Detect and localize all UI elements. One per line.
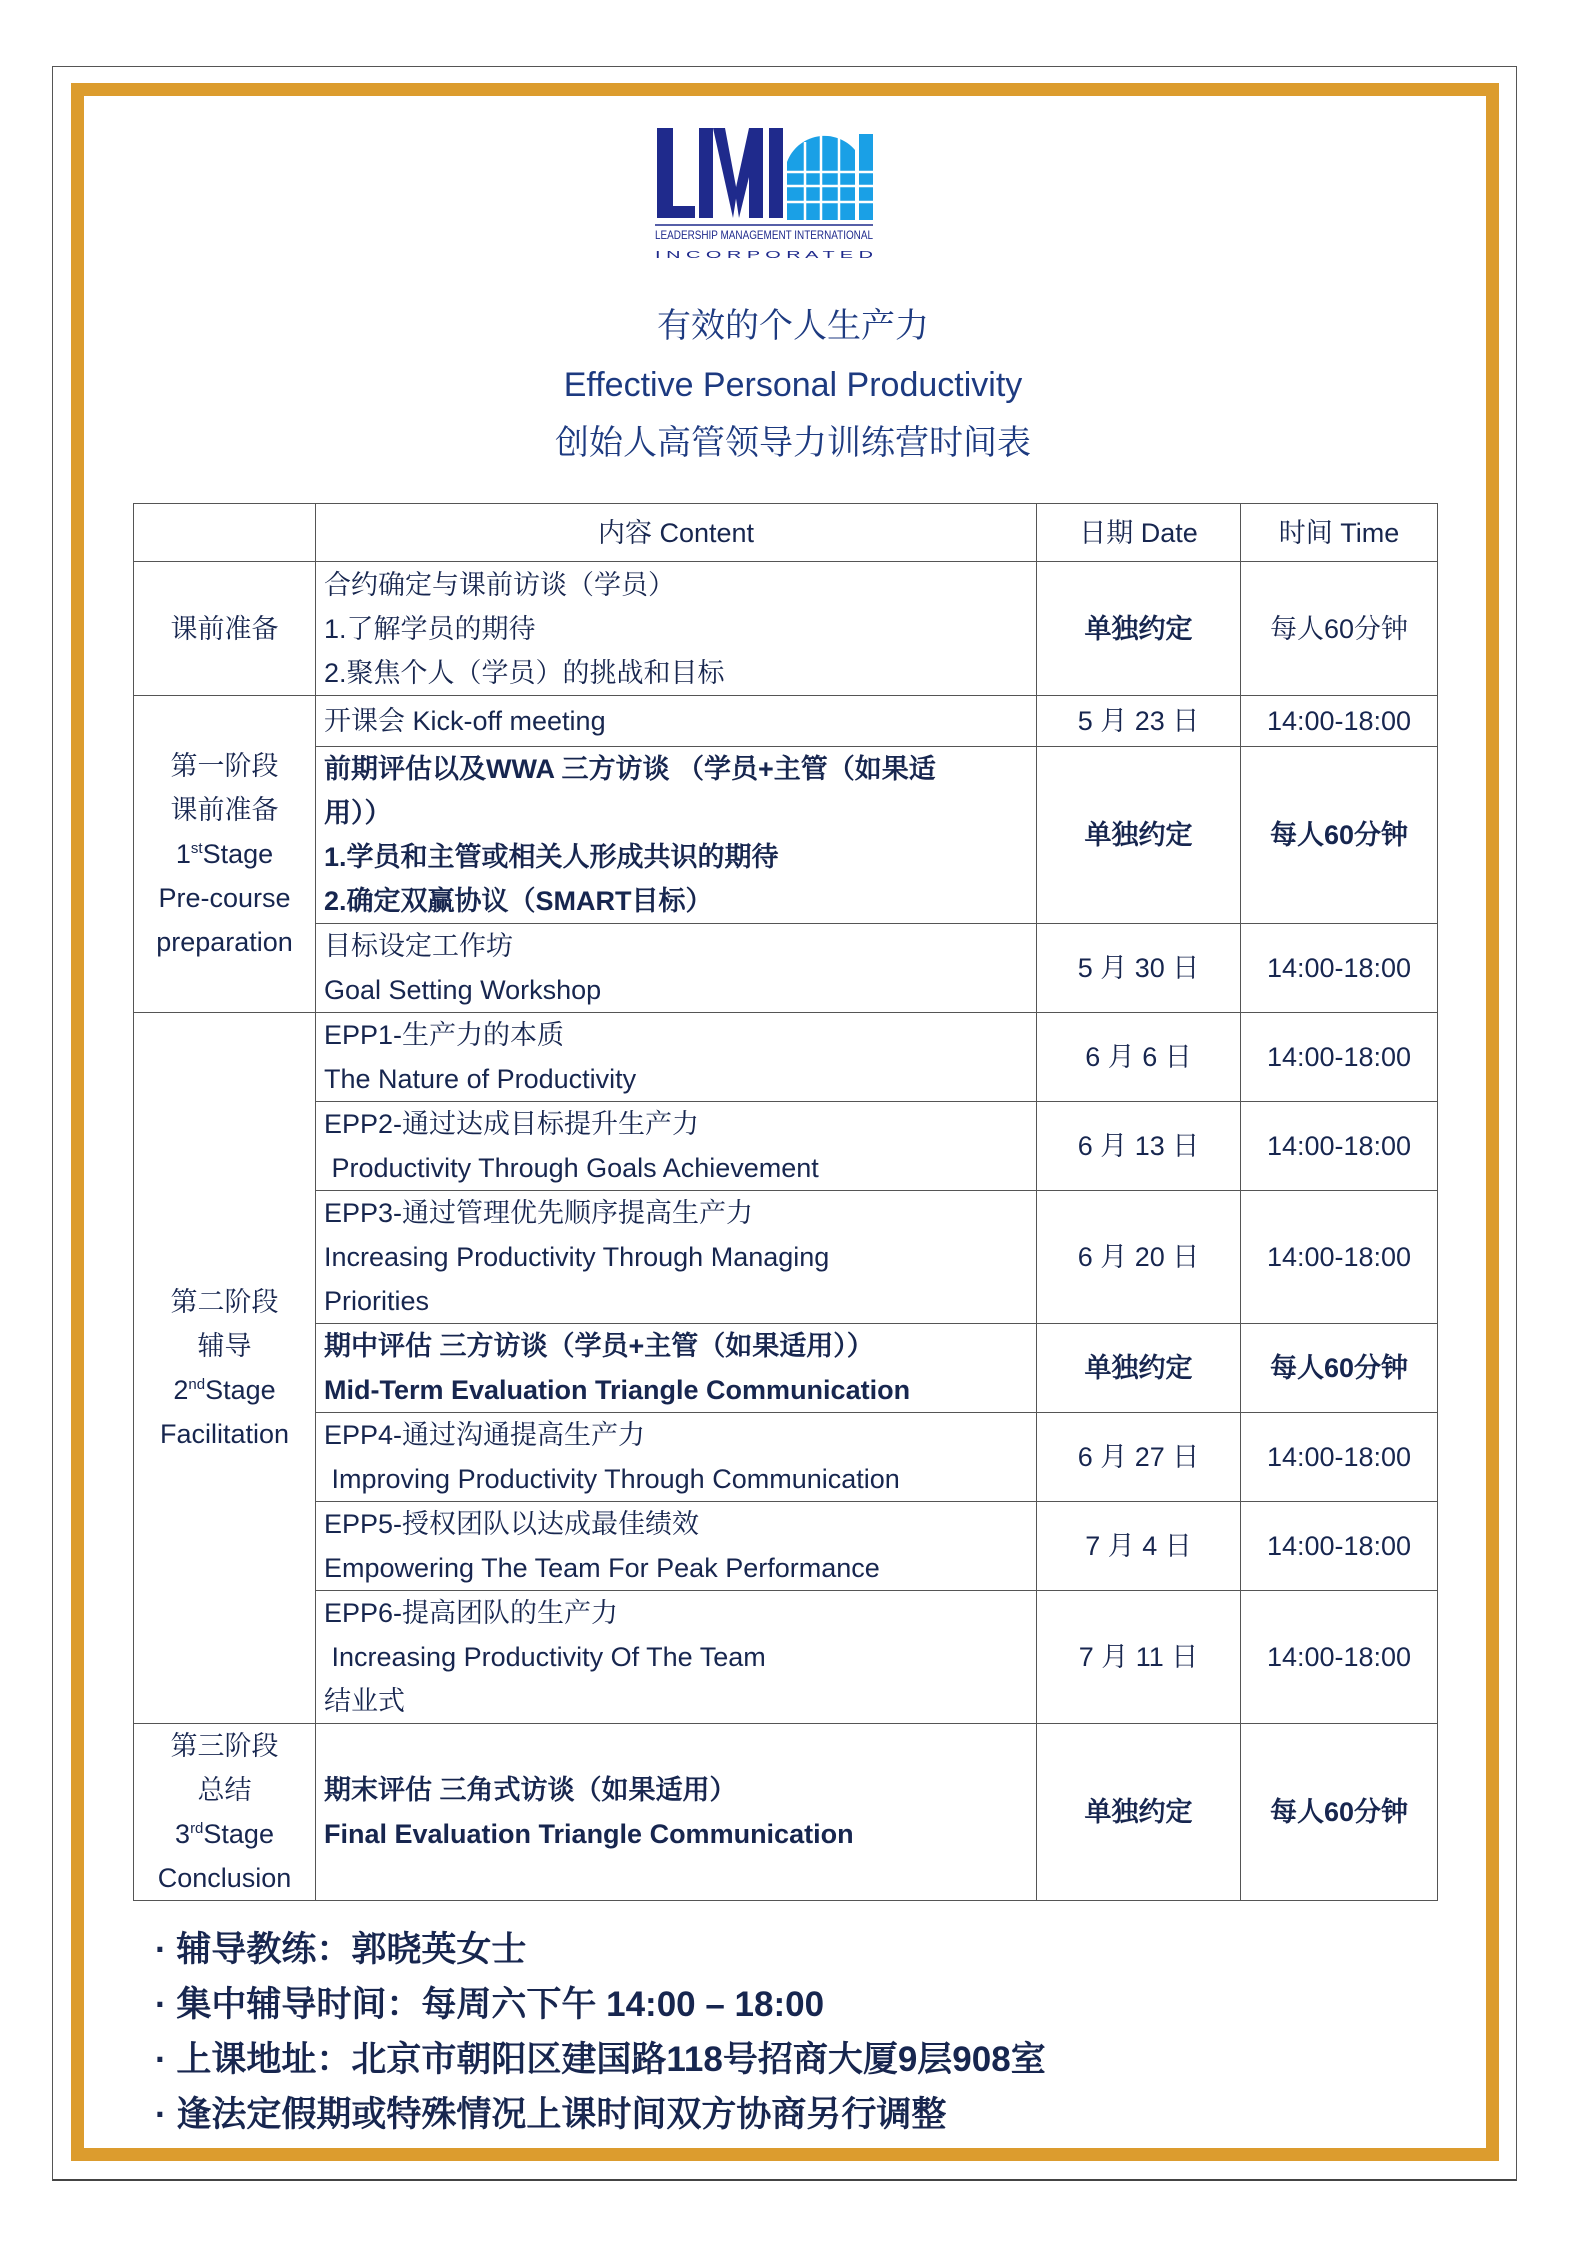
lmi-lettermark (657, 128, 783, 218)
content-line: 前期评估以及WWA 三方访谈 （学员+主管（如果适 (324, 754, 936, 784)
table-row (134, 696, 1438, 747)
date-cell: 5 月 30 日 (1037, 924, 1241, 1013)
content-line: 1.学员和主管或相关人形成共识的期待 (324, 842, 779, 872)
ordinal-suffix: st (190, 840, 203, 857)
content-line: 结业式 (324, 1686, 405, 1716)
table-row (134, 1413, 1438, 1502)
title-cn: 有效的个人生产力 (657, 307, 929, 345)
content-line: 用）） (324, 798, 392, 828)
notes-list (155, 1922, 1437, 2142)
title-en: Effective Personal Productivity (563, 366, 1023, 404)
date-cell: 7 月 4 日 (1037, 1502, 1241, 1591)
note-coach: · 辅导教练：郭晓英女士 (155, 1930, 527, 1969)
time-cell: 14:00-18:00 (1241, 1191, 1438, 1324)
stage-number: 1 (175, 839, 191, 869)
stage-word: Stage (202, 839, 274, 869)
subtitle-cn: 创始人高管领导力训练营时间表 (555, 424, 1031, 462)
stage-number: 2 (173, 1375, 189, 1405)
content-line: EPP6-提高团队的生产力 (324, 1598, 619, 1628)
stage-cell (134, 1724, 316, 1901)
content-line: 期末评估 三角式访谈（如果适用） (324, 1775, 737, 1805)
stage-label (140, 832, 309, 876)
content-line: 1.了解学员的期待 (324, 613, 536, 644)
content-cell (316, 1502, 1037, 1591)
content-line: Priorities (324, 1286, 430, 1316)
schedule-table (133, 503, 1438, 1901)
time-cell: 每人60分钟 (1241, 562, 1438, 696)
content-line: 2.确定双赢协议（SMART目标） (324, 886, 713, 916)
stage-cell (134, 562, 316, 696)
header-content: 内容 Content (316, 504, 1037, 562)
content-line: Improving Productivity Through Communication (324, 1464, 900, 1494)
note-holiday: · 逢法定假期或特殊情况上课时间双方协商另行调整 (155, 2095, 947, 2134)
date-cell: 7 月 11 日 (1037, 1591, 1241, 1724)
time-cell: 14:00-18:00 (1241, 1013, 1438, 1102)
header-time: 时间 Time (1241, 504, 1438, 562)
table-row (134, 562, 1438, 696)
table-row (134, 1724, 1438, 1901)
content-cell (316, 1324, 1037, 1413)
table-row (134, 1102, 1438, 1191)
content-line: EPP2-通过达成目标提升生产力 (324, 1109, 700, 1139)
stage-label: 第二阶段 (170, 1287, 279, 1317)
time-cell: 14:00-18:00 (1241, 924, 1438, 1013)
content-line: Increasing Productivity Through Managing (324, 1242, 830, 1272)
date-cell: 单独约定 (1037, 562, 1241, 696)
ordinal-suffix: nd (188, 1376, 206, 1393)
date-cell: 6 月 27 日 (1037, 1413, 1241, 1502)
table-row (134, 1591, 1438, 1724)
content-line: 2.聚焦个人（学员）的挑战和目标 (324, 657, 725, 688)
header-stage (134, 504, 316, 562)
content-line: Productivity Through Goals Achievement (324, 1153, 819, 1183)
content-line: 合约确定与课前访谈（学员） (324, 569, 675, 600)
stage-label: 第三阶段 (170, 1731, 279, 1761)
stage-label: 课前准备 (170, 795, 279, 825)
content-line: EPP4-通过沟通提高生产力 (324, 1420, 646, 1450)
stage-label: Pre-course (158, 883, 291, 913)
content-cell (316, 747, 1037, 924)
stage-word: Stage (203, 1819, 274, 1849)
lmi-logo (655, 122, 875, 262)
content-line: 开课会 Kick-off meeting (324, 706, 606, 736)
content-line: EPP5-授权团队以达成最佳绩效 (324, 1509, 700, 1539)
logo-caption-2: I N C O R P O R A T E D (655, 250, 873, 261)
content-cell (316, 1102, 1037, 1191)
content-cell (316, 1724, 1037, 1901)
ordinal-suffix: rd (190, 1820, 204, 1837)
date-cell: 6 月 20 日 (1037, 1191, 1241, 1324)
stage-cell (134, 696, 316, 1013)
content-line: EPP1-生产力的本质 (324, 1020, 565, 1050)
stage-label: Conclusion (157, 1863, 292, 1893)
time-cell: 14:00-18:00 (1241, 1413, 1438, 1502)
stage-label (140, 1812, 309, 1856)
note-time: · 集中辅导时间：每周六下午 14:00 – 18:00 (155, 1985, 825, 2024)
content-line: EPP3-通过管理优先顺序提高生产力 (324, 1198, 754, 1228)
content-line: The Nature of Productivity (324, 1064, 637, 1094)
logo-caption-1: LEADERSHIP MANAGEMENT INTERNATIONAL (655, 228, 874, 242)
content-line: Goal Setting Workshop (324, 975, 602, 1005)
time-cell: 14:00-18:00 (1241, 1102, 1438, 1191)
content-line: Empowering The Team For Peak Performance (324, 1553, 880, 1583)
table-header-row (134, 504, 1438, 562)
stage-label: Facilitation (159, 1419, 290, 1449)
table-row (134, 1502, 1438, 1591)
time-cell: 每人60分钟 (1241, 1324, 1438, 1413)
table-row (134, 924, 1438, 1013)
time-cell: 每人60分钟 (1241, 1724, 1438, 1901)
content-line: Increasing Productivity Of The Team (324, 1642, 766, 1672)
stage-label: 辅导 (197, 1331, 252, 1361)
content-line: Final Evaluation Triangle Communication (324, 1819, 854, 1849)
stage-label: preparation (156, 927, 293, 957)
content-cell (316, 696, 1037, 747)
content-line: 期中评估 三方访谈（学员+主管（如果适用）） (324, 1331, 874, 1361)
header-date: 日期 Date (1037, 504, 1241, 562)
date-cell: 5 月 23 日 (1037, 696, 1241, 747)
stage-label: 总结 (197, 1775, 252, 1805)
stage-label: 第一阶段 (170, 751, 279, 781)
table-row (134, 1013, 1438, 1102)
content-cell (316, 1013, 1037, 1102)
stage-label: 课前准备 (170, 613, 279, 644)
date-cell: 6 月 6 日 (1037, 1013, 1241, 1102)
content-cell (316, 1591, 1037, 1724)
main-content (133, 503, 1437, 2142)
content-cell (316, 924, 1037, 1013)
content-cell (316, 562, 1037, 696)
date-cell: 单独约定 (1037, 1324, 1241, 1413)
content-cell (316, 1191, 1037, 1324)
content-line: Mid-Term Evaluation Triangle Communication (324, 1375, 911, 1405)
table-row (134, 1324, 1438, 1413)
stage-label (140, 1368, 309, 1412)
table-row (134, 1191, 1438, 1324)
content-line: 目标设定工作坊 (324, 931, 513, 961)
date-cell: 单独约定 (1037, 1724, 1241, 1901)
table-row (134, 747, 1438, 924)
time-cell: 每人60分钟 (1241, 747, 1438, 924)
stage-cell (134, 1013, 316, 1724)
stage-number: 3 (175, 1819, 191, 1849)
date-cell: 单独约定 (1037, 747, 1241, 924)
date-cell: 6 月 13 日 (1037, 1102, 1241, 1191)
content-cell (316, 1413, 1037, 1502)
stage-word: Stage (205, 1375, 276, 1405)
time-cell: 14:00-18:00 (1241, 696, 1438, 747)
time-cell: 14:00-18:00 (1241, 1591, 1438, 1724)
time-cell: 14:00-18:00 (1241, 1502, 1438, 1591)
note-address: · 上课地址：北京市朝阳区建国路118号招商大厦9层908室 (155, 2040, 1046, 2079)
